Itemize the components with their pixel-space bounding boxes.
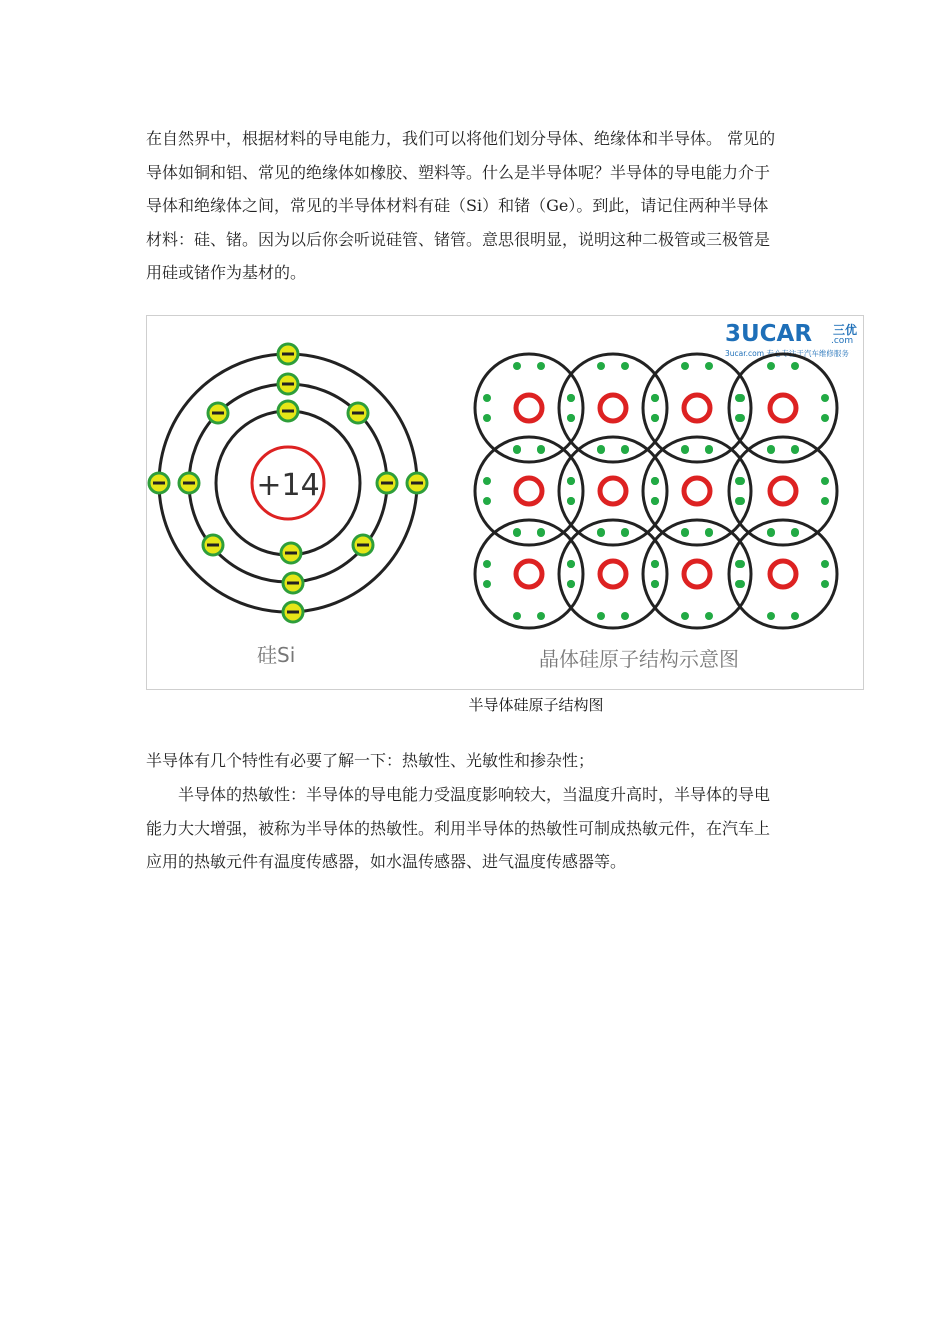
thermal-line: 半导体的热敏性：半导体的导电能力受温度影响较大，当温度升高时，半导体的导电 xyxy=(178,785,771,804)
electron-minus-sign xyxy=(287,611,299,614)
valence-electron-dot xyxy=(651,497,659,505)
lattice-bond-circle xyxy=(643,520,751,628)
valence-electron-dot xyxy=(651,414,659,422)
valence-electron-dot xyxy=(537,528,545,536)
valence-electron-dot xyxy=(767,612,775,620)
electron-minus-sign xyxy=(381,482,393,485)
valence-electron-dot xyxy=(621,362,629,370)
valence-electron-dot xyxy=(567,560,575,568)
electron-minus-sign xyxy=(411,482,423,485)
valence-electron-dot xyxy=(567,414,575,422)
valence-electron-dot xyxy=(821,580,829,588)
valence-electron-dot xyxy=(705,612,713,620)
intro-line: 导体和绝缘体之间，常见的半导体材料有硅（Si）和锗（Ge）。到此，请记住两种半导体 xyxy=(146,196,769,216)
electron-minus-sign xyxy=(352,412,364,415)
lattice-atom-ring xyxy=(600,395,626,421)
electron-minus-sign xyxy=(282,410,294,413)
electron-minus-sign xyxy=(212,412,224,415)
lattice-atom-ring xyxy=(684,478,710,504)
silicon-structure-figure xyxy=(146,315,864,690)
electron-minus-sign xyxy=(207,544,219,547)
valence-electron-dot xyxy=(651,394,659,402)
valence-electron-dot xyxy=(513,445,521,453)
lattice-bond-circle xyxy=(729,354,837,462)
valence-electron-dot xyxy=(537,362,545,370)
valence-electron-dot xyxy=(681,612,689,620)
valence-electron-dot xyxy=(597,445,605,453)
crystal-lattice xyxy=(475,354,837,628)
crystal-label: 晶体硅原子结构示意图 xyxy=(539,647,739,671)
valence-electron-dot xyxy=(483,560,491,568)
valence-electron-dot xyxy=(567,497,575,505)
lattice-bond-circle xyxy=(729,520,837,628)
lattice-bond-circle xyxy=(475,437,583,545)
valence-electron-dot xyxy=(791,445,799,453)
valence-electron-dot xyxy=(651,477,659,485)
valence-electron-dot xyxy=(597,362,605,370)
valence-electron-dot xyxy=(597,528,605,536)
thermal-line: 能力大大增强，被称为半导体的热敏性。利用半导体的热敏性可制成热敏元件，在汽车上 xyxy=(146,818,771,838)
valence-electron-dot xyxy=(621,528,629,536)
lattice-bond-circle xyxy=(559,354,667,462)
valence-electron-dot xyxy=(681,528,689,536)
figure-drawing xyxy=(147,316,863,689)
valence-electron-dot xyxy=(651,580,659,588)
valence-electron-dot xyxy=(737,414,745,422)
valence-electron-dot xyxy=(513,612,521,620)
valence-electron-dot xyxy=(767,445,775,453)
bucar-logo xyxy=(725,321,857,358)
valence-electron-dot xyxy=(821,414,829,422)
valence-electron-dot xyxy=(597,612,605,620)
logo-main: 3UCAR xyxy=(725,321,813,347)
atom-label: 硅Si xyxy=(257,643,296,667)
valence-electron-dot xyxy=(791,362,799,370)
intro-line: 材料：硅、锗。因为以后你会听说硅管、锗管。意思很明显，说明这种二极管或三极管是 xyxy=(146,229,771,249)
valence-electron-dot xyxy=(737,477,745,485)
valence-electron-dot xyxy=(821,497,829,505)
lattice-atom-ring xyxy=(600,561,626,587)
electron-minus-sign xyxy=(287,582,299,585)
valence-electron-dot xyxy=(767,528,775,536)
valence-electron-dot xyxy=(737,497,745,505)
properties-line: 半导体有几个特性有必要了解一下：热敏性、光敏性和掺杂性； xyxy=(146,751,595,770)
logo-cn: 三优 xyxy=(833,323,858,337)
valence-electron-dot xyxy=(705,528,713,536)
properties-intro xyxy=(146,744,810,778)
valence-electron-dot xyxy=(537,612,545,620)
lattice-bond-circle xyxy=(475,354,583,462)
valence-electron-dot xyxy=(483,394,491,402)
valence-electron-dot xyxy=(737,560,745,568)
lattice-bond-circle xyxy=(475,520,583,628)
figure-caption: 半导体硅原子结构图 xyxy=(468,696,604,714)
valence-electron-dot xyxy=(821,477,829,485)
lattice-bond-circle xyxy=(559,520,667,628)
lattice-bond-circle xyxy=(643,437,751,545)
intro-paragraph xyxy=(146,122,810,290)
lattice-atom-ring xyxy=(516,478,542,504)
electron-minus-sign xyxy=(153,482,165,485)
lattice-atom-ring xyxy=(516,395,542,421)
valence-electron-dot xyxy=(621,612,629,620)
valence-electron-dot xyxy=(705,445,713,453)
valence-electron-dot xyxy=(621,445,629,453)
lattice-atom-ring xyxy=(770,478,796,504)
lattice-atom-ring xyxy=(684,561,710,587)
valence-electron-dot xyxy=(567,580,575,588)
valence-electron-dot xyxy=(821,394,829,402)
nucleus-charge-label: +14 xyxy=(256,468,320,503)
thermal-line: 应用的热敏元件有温度传感器，如水温传感器、进气温度传感器等。 xyxy=(146,852,627,872)
valence-electron-dot xyxy=(705,362,713,370)
valence-electron-dot xyxy=(767,362,775,370)
valence-electron-dot xyxy=(651,560,659,568)
electron-minus-sign xyxy=(183,482,195,485)
lattice-bond-circle xyxy=(559,437,667,545)
valence-electron-dot xyxy=(737,580,745,588)
valence-electron-dot xyxy=(737,394,745,402)
valence-electron-dot xyxy=(483,497,491,505)
valence-electron-dot xyxy=(483,580,491,588)
intro-line: 在自然界中，根据材料的导电能力，我们可以将他们划分导体、绝缘体和半导体。 常见的 xyxy=(146,129,776,148)
valence-electron-dot xyxy=(567,477,575,485)
lattice-atom-ring xyxy=(770,395,796,421)
electron-minus-sign xyxy=(282,383,294,386)
lattice-atom-ring xyxy=(600,478,626,504)
electron-minus-sign xyxy=(282,353,294,356)
valence-electron-dot xyxy=(483,414,491,422)
lattice-atom-ring xyxy=(516,561,542,587)
logo-com: .com xyxy=(831,336,854,346)
valence-electron-dot xyxy=(681,362,689,370)
valence-electron-dot xyxy=(513,362,521,370)
electron-minus-sign xyxy=(285,552,297,555)
lattice-bond-circle xyxy=(729,437,837,545)
valence-electron-dot xyxy=(681,445,689,453)
lattice-atom-ring xyxy=(770,561,796,587)
electron-minus-sign xyxy=(357,544,369,547)
valence-electron-dot xyxy=(791,612,799,620)
valence-electron-dot xyxy=(483,477,491,485)
intro-line: 用硅或锗作为基材的。 xyxy=(146,263,307,283)
logo-slogan: 3ucar.com 专心专注于汽车维修服务 xyxy=(725,349,849,358)
valence-electron-dot xyxy=(821,560,829,568)
intro-line: 导体如铜和铝、常见的绝缘体如橡胶、塑料等。什么是半导体呢？半导体的导电能力介于 xyxy=(146,162,771,182)
valence-electron-dot xyxy=(537,445,545,453)
thermal-paragraph xyxy=(146,778,810,879)
lattice-atom-ring xyxy=(684,395,710,421)
valence-electron-dot xyxy=(513,528,521,536)
valence-electron-dot xyxy=(567,394,575,402)
valence-electron-dot xyxy=(791,528,799,536)
lattice-bond-circle xyxy=(643,354,751,462)
